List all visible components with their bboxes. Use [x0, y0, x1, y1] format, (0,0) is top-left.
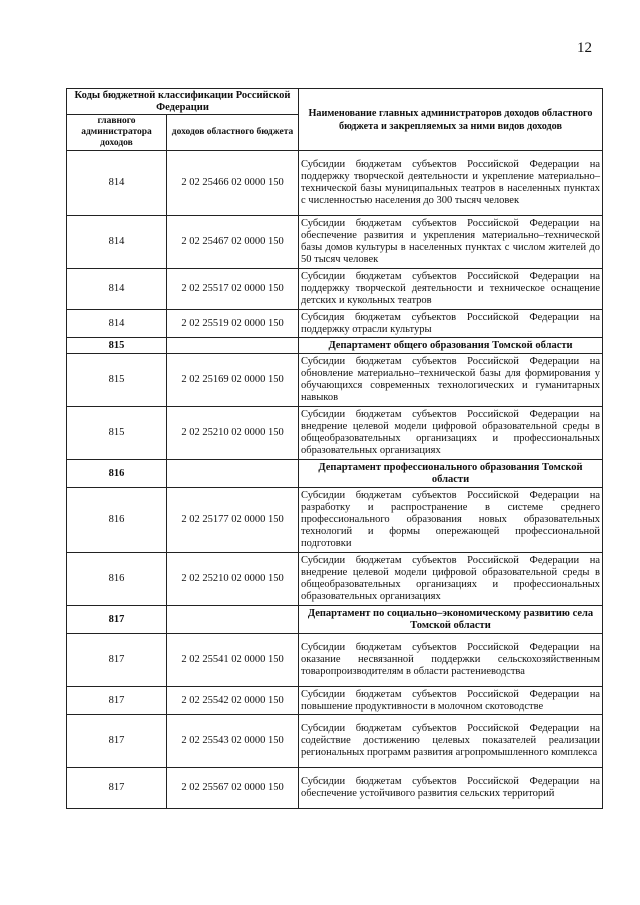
description-cell: Субсидии бюджетам субъектов Российской Федерации на разработку и распространение в системе среднего профессионального образования новых образовательных технологий и формы опережающей профессиональной подготовки [299, 488, 603, 553]
name-column-header: Наименование главных администраторов доходов областного бюджета и закрепляемых за ними видов доходов [299, 89, 603, 151]
admin-code-cell: 816 [67, 488, 167, 553]
admin-code-cell: 814 [67, 151, 167, 216]
admin-code-cell: 814 [67, 216, 167, 269]
budget-code-cell: 2 02 25467 02 0000 150 [167, 216, 299, 269]
page-number: 12 [577, 40, 592, 56]
admin-code-cell: 817 [67, 606, 167, 634]
budget-code-cell: 2 02 25519 02 0000 150 [167, 310, 299, 338]
department-title-cell: Департамент профессионального образования Томской области [299, 460, 603, 488]
department-row [67, 606, 603, 634]
codes-group-header: Коды бюджетной классификации Российской Федерации [67, 89, 299, 115]
admin-code-cell: 815 [67, 338, 167, 354]
admin-code-cell: 817 [67, 715, 167, 768]
budget-classification-table [66, 88, 603, 809]
table-row [67, 634, 603, 687]
table-row [67, 687, 603, 715]
budget-code-cell: 2 02 25210 02 0000 150 [167, 553, 299, 606]
budget-code-cell: 2 02 25541 02 0000 150 [167, 634, 299, 687]
department-row [67, 460, 603, 488]
table-row [67, 768, 603, 809]
description-cell: Субсидии бюджетам субъектов Российской Федерации на внедрение целевой модели цифровой образовательной среды в общеобразовательных организациях и профессиональных образовательных организациях [299, 407, 603, 460]
description-cell: Субсидии бюджетам субъектов Российской Федерации на обновление материально–технической базы для формирования у обучающихся современных технологических и гуманитарных навыков [299, 354, 603, 407]
table-row [67, 715, 603, 768]
admin-code-cell: 815 [67, 354, 167, 407]
admin-code-cell: 816 [67, 460, 167, 488]
description-cell: Субсидии бюджетам субъектов Российской Федерации на обеспечение устойчивого развития сельских территорий [299, 768, 603, 809]
description-cell: Субсидии бюджетам субъектов Российской Федерации на обеспечение развития и укрепления материально–технической базы домов культуры в населенных пунктах с числом жителей до 50 тысяч человек [299, 216, 603, 269]
budget-code-cell [167, 606, 299, 634]
table-row [67, 310, 603, 338]
admin-code-column-header: главного администратора доходов [67, 115, 167, 151]
description-cell: Субсидии бюджетам субъектов Российской Федерации на поддержку творческой деятельности и укрепление материально–технической базы муниципальных театров в населенных пунктах с численностью населения до 300 тысяч человек [299, 151, 603, 216]
department-title-cell: Департамент по социально–экономическому развитию села Томской области [299, 606, 603, 634]
admin-code-cell: 817 [67, 768, 167, 809]
budget-code-cell [167, 460, 299, 488]
budget-code-cell: 2 02 25517 02 0000 150 [167, 269, 299, 310]
description-cell: Субсидии бюджетам субъектов Российской Федерации на содействие достижению целевых показателей реализации региональных программ развития агропромышленного комплекса [299, 715, 603, 768]
admin-code-cell: 817 [67, 687, 167, 715]
budget-code-cell [167, 338, 299, 354]
table-row [67, 151, 603, 216]
budget-code-column-header: доходов областного бюджета [167, 115, 299, 151]
admin-code-cell: 816 [67, 553, 167, 606]
admin-code-cell: 815 [67, 407, 167, 460]
description-cell: Субсидии бюджетам субъектов Российской Федерации на повышение продуктивности в молочном скотоводстве [299, 687, 603, 715]
budget-code-cell: 2 02 25542 02 0000 150 [167, 687, 299, 715]
description-cell: Субсидии бюджетам субъектов Российской Федерации на поддержку творческой деятельности и техническое оснащение детских и кукольных театров [299, 269, 603, 310]
description-cell: Субсидии бюджетам субъектов Российской Федерации на внедрение целевой модели цифровой образовательной среды в общеобразовательных организациях и профессиональных образовательных организациях [299, 553, 603, 606]
budget-code-cell: 2 02 25169 02 0000 150 [167, 354, 299, 407]
description-cell: Субсидии бюджетам субъектов Российской Федерации на оказание несвязанной поддержки сельскохозяйственным товаропроизводителям в области растениеводства [299, 634, 603, 687]
admin-code-cell: 814 [67, 310, 167, 338]
table-row [67, 354, 603, 407]
admin-code-cell: 814 [67, 269, 167, 310]
budget-code-cell: 2 02 25567 02 0000 150 [167, 768, 299, 809]
table-row [67, 553, 603, 606]
department-title-cell: Департамент общего образования Томской области [299, 338, 603, 354]
budget-code-cell: 2 02 25466 02 0000 150 [167, 151, 299, 216]
table-row [67, 269, 603, 310]
budget-code-cell: 2 02 25210 02 0000 150 [167, 407, 299, 460]
table-row [67, 488, 603, 553]
description-cell: Субсидия бюджетам субъектов Российской Федерации на поддержку отрасли культуры [299, 310, 603, 338]
admin-code-cell: 817 [67, 634, 167, 687]
department-row [67, 338, 603, 354]
table-row [67, 216, 603, 269]
budget-code-cell: 2 02 25543 02 0000 150 [167, 715, 299, 768]
budget-code-cell: 2 02 25177 02 0000 150 [167, 488, 299, 553]
table-row [67, 407, 603, 460]
